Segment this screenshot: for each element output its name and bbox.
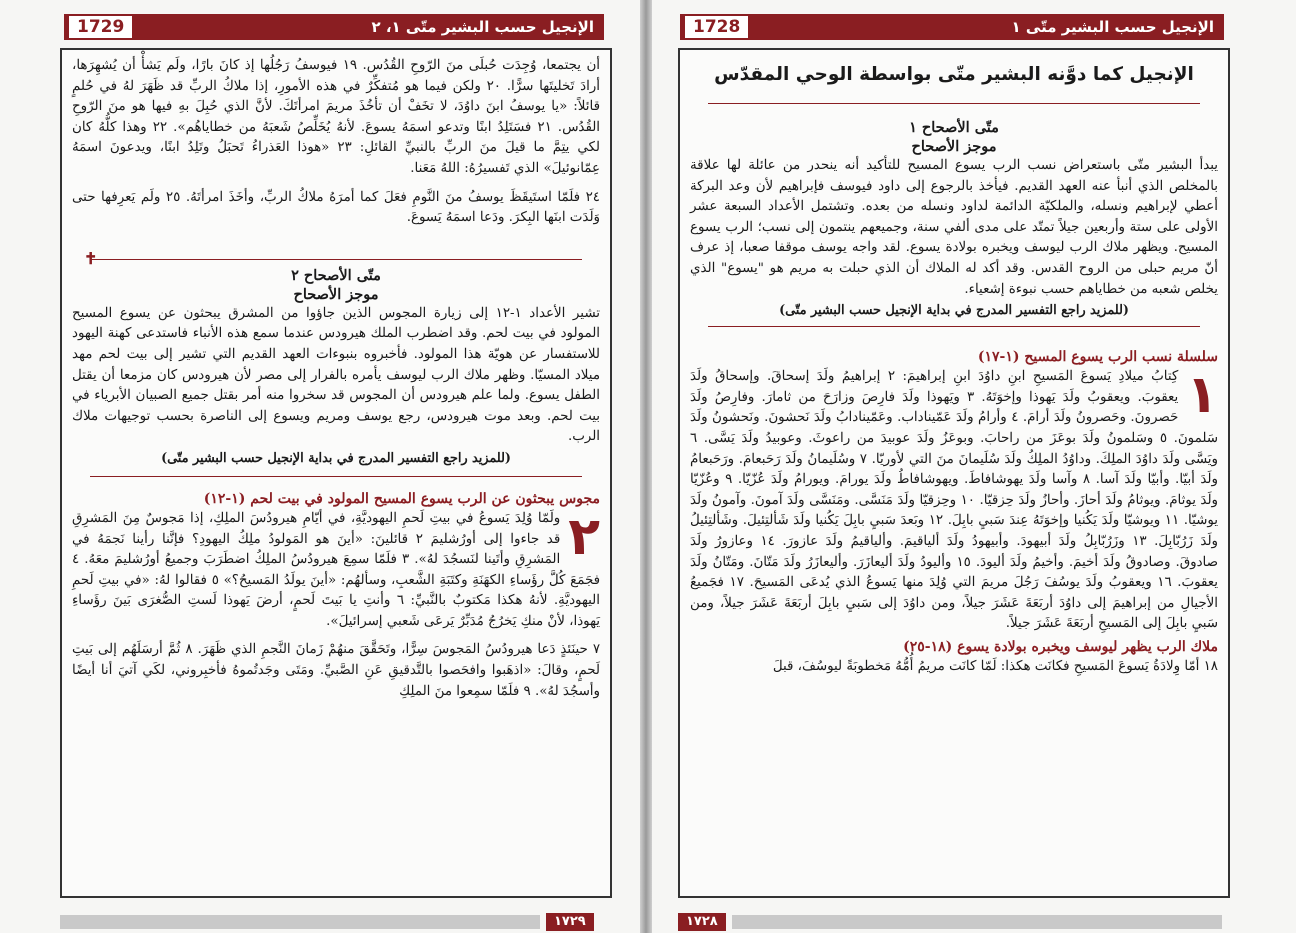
chapter-number-2: ٢ xyxy=(568,506,600,567)
left-chapter-body xyxy=(62,506,610,633)
right-divider-1 xyxy=(708,103,1200,104)
left-section-title: متّى الأصحاح ٢ xyxy=(291,266,381,284)
right-text-frame xyxy=(678,48,1230,898)
left-paragraph-1: أن يجتمعا، وُجِدَت حُبلَى منَ الرّوحِ القُدُس. ١٩ فيوسفُ رَجُلُها إذ كانَ بارًا، ولَم يَشأْ أن يُشهِرَها، أرادَ تَخليتَها سرًّا. ٢٠ ولكن فيما هو مُتفكِّرٌ في هذه الأمورِ، إذا ملاكُ الربِّ قد ظَهَرَ لهُ في حُلمٍ قائلاً: «يا يوسفُ ابنَ داوُدَ، لا تخَفْ أن تأخُذَ مريمَ امرأتَكَ. لأنَّ الذي حُبِلَ بهِ فيها هو منَ الرّوحِ القُدُس. ٢١ فسَتَلِدُ ابنًا وتدعو اسمَهُ يسوعَ. لأنهُ يُخَلِّصُ شَعبَهُ من خطاياهُم». ٢٢ وهذا كلُّهُ كان لكي يتِمَّ ما قيلَ منَ الربِّ بالنبيِّ القائلِ: ٢٣ «هوذا العَذراءُ تَحبَلُ وتَلِدُ ابنًا، ويدعونَ اسمَهُ عِمّانوئيلَ» الذي تَفسيرُهُ: اللهُ مَعَنا. xyxy=(72,58,601,176)
left-footer-bar xyxy=(60,915,540,929)
left-page-number: 1729 xyxy=(68,15,133,39)
left-note: (للمزيد راجع التفسير المدرج في بداية الإنجيل حسب البشير متّى) xyxy=(161,450,511,466)
left-page-header xyxy=(64,14,604,40)
book-gutter xyxy=(640,0,652,933)
right-red-heading: سلسلة نسب الرب يسوع المسيح (١-١٧) xyxy=(977,349,1218,366)
left-section-subtitle: موجز الأصحاح xyxy=(293,285,379,303)
cross-icon: ✝ xyxy=(84,248,98,268)
right-section-subtitle: موجز الأصحاح xyxy=(911,138,997,155)
right-footer xyxy=(652,911,1296,933)
right-red-heading-2: ملاك الرب يظهر ليوسف ويخبره بولادة يسوع (١٨-٢٥) xyxy=(903,638,1218,655)
left-footer-page-number: ١٧٢٩ xyxy=(546,913,594,931)
left-divider-1 xyxy=(84,248,582,268)
right-page-number: 1728 xyxy=(684,15,749,39)
left-paragraph-4: ٧ حينَئذٍ دَعا هيرودُسُ المَجوسَ سِرًّا، وتَحَقَّقَ منهُمْ زَمانَ النَّجمِ الذي ظَهَرَ. ٨ ثُمَّ أرسَلَهُم إلى بَيتِ لَحمٍ، وقالَ: «اذهَبوا وافحَصوا بالتَّدقيقِ عَنِ الصَّبيِّ. ومَتَى وجَدتُموهُ فأخبِروني، لكَي آتيَ أنا أيضًا وأسجُدَ لهُ». ٩ فلَمّا سمِعوا منَ الملِكِ xyxy=(72,642,601,699)
right-chapter-body xyxy=(680,367,1228,635)
right-running-title: الإنجيل حسب البشير متّى ١ xyxy=(1011,18,1214,36)
chapter-number-1: ١ xyxy=(1186,365,1218,426)
right-paragraph-2: ١٨ أمّا وِلادَةُ يَسوعَ المَسيحِ فكانَت هكذا: لَمّا كانَت مريمُ أُمُّهُ مَخطوبَةً ليوسُفَ، قبلَ xyxy=(772,658,1218,674)
right-section-title: متّى الأصحاح ١ xyxy=(909,119,999,136)
right-paragraph-1: كِتابُ ميلادِ يَسوعَ المَسيحِ ابنِ داوُدَ ابنِ إبراهيمَ: ٢ إبراهيمُ ولَدَ إسحاقَ. وإسحاقُ ولَدَ يعقوبَ. ويعقوبُ ولَدَ يَهوذا وإخوَتَهُ. ٣ ويَهوذا ولَدَ فارِصَ وزارَحَ من ثامارَ. وفارِصُ ولَدَ حَصرونَ. وحَصرونُ ولَدَ أرامَ. ٤ وأرامُ ولَدَ عَمّيناداب. وعَمّينادابُ ولَدَ نَحشونَ. ونَحشونُ ولَدَ سَلمونَ. ٥ وسَلمونُ ولَدَ بوعَزَ من راحابَ. وبوعَزُ ولَدَ عوبيدَ من راعوثَ. وعوبيدُ ولَدَ يَسَّى. ٦ ويَسَّى ولَدَ داوُدَ الملِكَ. وداوُدُ الملِكُ ولَدَ سُلَيمانَ منَ التي لأوريّا. ٧ وسُلَيمانُ ولَدَ رَحَبعامَ. ورَحَبعامُ ولَدَ أبيّا. وأبيّا ولَدَ آسا. ٨ وآسا ولَدَ يهوشافاطَ. ويهوشافاطُ ولَدَ يورامَ. ويورامُ ولَدَ عُزّيّا. ٩ وعُزّيّا ولَدَ يوثامَ. ويوثامُ ولَدَ أحازَ. وأحازُ ولَدَ حِزقيّا. ١٠ وحِزقيّا ولَدَ مَنَسَّى. ومَنَسَّى ولَدَ آمونَ. وآمونُ ولَدَ يوشيّا. ١١ ويوشيّا ولَدَ يَكُنيا وإخوَتَهُ عِندَ سَبيِ بابِلَ. ١٢ وبَعدَ سَبيِ بابِلَ يَكُنيا ولَدَ شَألتِئيلَ. وشَألتِئيلُ ولَدَ زَرُبّابِلَ. ١٣ وزَرُبّابِلُ ولَدَ أبيهودَ. وأبيهودُ ولَدَ ألياقيمَ. وألياقيمُ ولَدَ عازورَ. ١٤ وعازورُ ولَدَ صادوقَ. وصادوقُ ولَدَ أخيمَ. وأخيمُ ولَدَ أليودَ. ١٥ وأليودُ ولَدَ أليعازَرَ. وأليعازَرُ ولَدَ مَتّانَ. ومَتّانُ ولَدَ يعقوبَ. ١٦ ويعقوبُ ولَدَ يوسُفَ رَجُلَ مريمَ التي وُلِدَ منها يَسوعُ الذي يُدعَى المَسيحَ. ١٧ فجَميعُ الأجيالِ من إبراهيمَ إلى داوُدَ أربَعَةَ عَشَرَ جيلاً، ومن داوُدَ إلى سَبيِ بابِلَ أربَعَةَ عَشَرَ جيلاً، ومن سَبيِ بابِلَ إلى المَسيحِ أربَعَةَ عَشَرَ جيلاً. xyxy=(690,369,1219,632)
right-note: (للمزيد راجع التفسير المدرج في بداية الإنجيل حسب البشير متّى) xyxy=(779,303,1129,319)
left-running-title: الإنجيل حسب البشير متّى ١، ٢ xyxy=(371,18,594,36)
book-main-title: الإنجيل كما دوَّنه البشير متّى بواسطة الوحي المقدّس xyxy=(714,64,1194,85)
right-footer-bar xyxy=(732,915,1222,929)
left-divider-2 xyxy=(90,476,582,477)
left-paragraph-3: ولَمّا وُلِدَ يَسوعُ في بيتِ لَحمِ اليهوديَّةِ، في أيّامِ هيرودُسَ الملِكِ، إذا مَجوسٌ مِنَ المَشرِقِ قد جاءوا إلى أورُشليمَ ٢ قائلينَ: «أينَ هو المَولودُ ملِكُ اليهودِ؟ فإنَّنا رأينا نَجمَهُ في المَشرِقِ وأتَينا لنَسجُدَ لهُ». ٣ فلَمّا سمِعَ هيرودُسُ الملِكُ اضطَرَبَ وجميعُ أورُشليمَ معَهُ. ٤ فجَمَعَ كُلَّ رؤَساءِ الكهَنَةِ وكتَبَةِ الشَّعبِ، وسألهُم: «أينَ يولَدُ المَسيحُ؟» ٥ فقالوا لهُ: «في بيتِ لَحمِ اليهوديَّةِ. لأنهُ هكذا مَكتوبٌ بالنَّبيِّ: ٦ وأنتِ يا بَيتَ لَحمٍ، أرضَ يَهوذا لَستِ الصُّغرَى بَينَ رؤَساءِ يَهوذا، لأنْ منكِ يَخرُجُ مُدَبِّرٌ يَرعَى شَعبي إسرائيلَ». xyxy=(72,510,600,629)
right-page-header xyxy=(680,14,1224,40)
left-page xyxy=(0,0,640,933)
left-paragraph-2: ٢٤ فلَمّا استَيقَظَ يوسفُ منَ النَّومِ فعَلَ كما أمرَهُ ملاكُ الربِّ، وأخَذَ امرأتَهُ. ٢٥ ولَم يَعرِفها حتى وَلَدَت ابنَها البِكرَ. ودَعا اسمَهُ يَسوعَ. xyxy=(72,189,600,226)
right-divider-2 xyxy=(708,326,1200,327)
left-text-frame xyxy=(60,48,612,898)
left-red-heading: مجوس يبحثون عن الرب يسوع المسيح المولود في بيت لحم (١-١٢) xyxy=(203,490,600,507)
right-page xyxy=(652,0,1296,933)
right-footer-page-number: ١٧٢٨ xyxy=(678,913,726,931)
right-summary: يبدأ البشير متّى باستعراض نسب الرب يسوع المسيح للتأكيد أنه ينحدر من عائلة لها علاقة بالمخلص الذي أنبأ عنه العهد القديم. فيأخذ بالرجوع إلى داود فيوسف فإبراهيم لأن وعد البركة أعطي لإبراهيم ونسله، والملكيّة الدائمة لداود ونسله من بعده. وتشتمل الأعداد السبعة عشر الأولى على ستة وأربعين جيلاً تمتّد على مدى ألفي سنة، وجميعهم ينتمون إلى نسب؛ الرب يسوع المسيح. ويظهر ملاك الرب ليوسف ويخبره بولادة يسوع. لقد واجه يوسف موقفا صعبا، إذ عرف أنّ مريم حبلى من الروح القدس. وقد أكد له الملاك أن الذي حبلت به مريم هو "يسوع" الذي يخلص شعبه من خطاياهم حسب نبوءة إشعياء. xyxy=(690,158,1218,297)
left-footer xyxy=(0,911,640,933)
left-summary: تشير الأعداد ١-١٢ إلى زيارة المجوس الذين جاؤوا من المشرق يبحثون عن يسوع المسيح المولود في بيت لحم. وقد اضطرب الملك هيرودس عندما سمع هذه الأنباء فاستدعى كهنة اليهود للاستفسار عن هويّة هذا المولود. فأخبروه بنبوءات العهد القديم التي تشير إلى بيت لحم مهد ميلاد المسيّا. وظهر ملاك الرب ليوسف يأمره بالفرار إلى مصر لأن هيرودس كان مزمعا أن يقتل الطفل يسوع. ولما علم هيرودس أن المجوس قد سخروا منه أمر بقتل جميع الصبيان الأبرياء في بيت لحم. وبعد موت هيرودس، رجع يوسف ومريم ويسوع إلى الناصرة بحسب توجيهات ملاك الرب. xyxy=(72,305,600,445)
